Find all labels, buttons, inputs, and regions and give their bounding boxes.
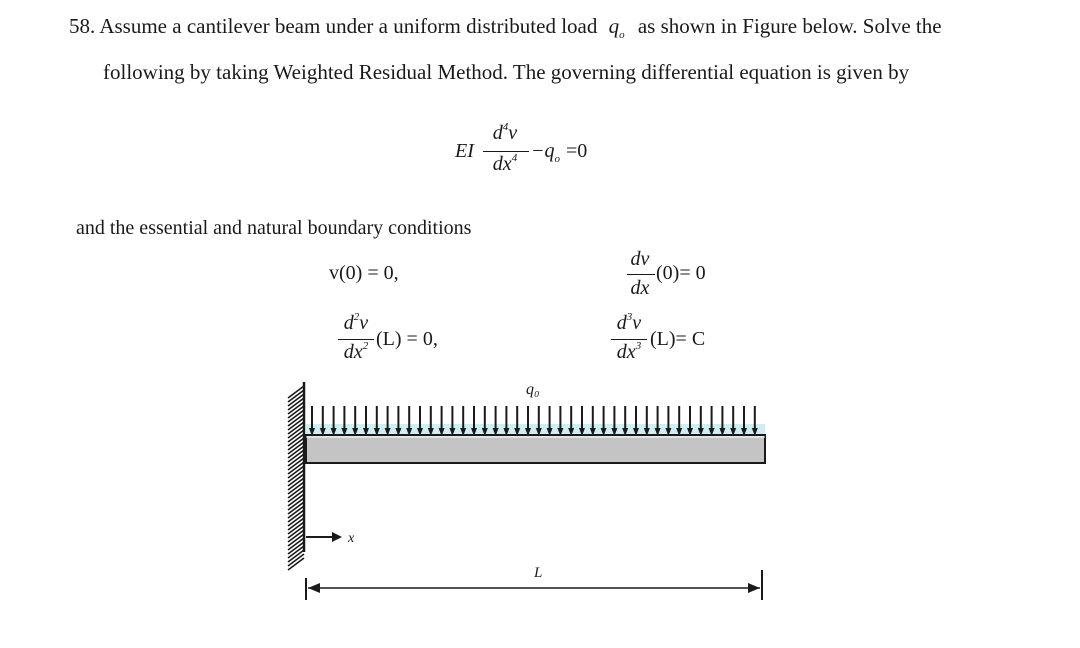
eq-rhs: =0 bbox=[566, 140, 588, 162]
eq-num-exp: 4 bbox=[502, 121, 509, 133]
bc4-den-dx: dx bbox=[616, 341, 636, 363]
problem-line-1-prefix: 58. Assume a cantilever beam under a uniform distributed load bbox=[69, 14, 598, 38]
bc2-rest: (0)= 0 bbox=[656, 262, 706, 284]
load-symbol-q: q bbox=[608, 14, 620, 38]
problem-line-1-suffix: as shown in Figure below. Solve the bbox=[637, 14, 942, 38]
load-label: q₀ bbox=[526, 381, 540, 398]
bc3-num-v: v bbox=[359, 312, 369, 334]
load-symbol-sub: o bbox=[619, 29, 625, 41]
problem-line-2: following by taking Weighted Residual Method. The governing differential equation is given by bbox=[103, 60, 910, 84]
bc3-num-d: d bbox=[343, 312, 354, 334]
x-axis-arrowhead bbox=[332, 532, 342, 542]
bc4-num-d: d bbox=[616, 312, 627, 334]
bc3-den-dx: dx bbox=[343, 341, 363, 363]
bc4-num-v: v bbox=[632, 312, 642, 334]
bc3-num-exp: 2 bbox=[353, 311, 360, 323]
problem-line-3: and the essential and natural boundary conditions bbox=[76, 217, 472, 239]
bc2-denominator: dx bbox=[630, 277, 650, 299]
beam bbox=[306, 435, 765, 463]
eq-q-sub: o bbox=[554, 153, 560, 165]
wall-hatching bbox=[288, 386, 304, 570]
eq-EI: EI bbox=[455, 140, 474, 162]
x-axis-label: x bbox=[348, 531, 355, 546]
bc3-rest: (L) = 0, bbox=[376, 328, 438, 350]
dimension-left-arrow bbox=[308, 583, 320, 593]
bc2-numerator: dv bbox=[630, 248, 650, 270]
bc4-rest: (L)= C bbox=[650, 328, 706, 350]
eq-num-v: v bbox=[508, 122, 518, 144]
eq-minus-q-text: −q bbox=[531, 140, 555, 162]
dimension-right-arrow bbox=[748, 583, 760, 593]
eq-num-d: d bbox=[492, 122, 503, 144]
eq-den-exp: 4 bbox=[511, 152, 518, 164]
bc4-num-exp: 3 bbox=[626, 311, 633, 323]
bc3-den-exp: 2 bbox=[362, 340, 369, 352]
bc-v0: v(0) = 0, bbox=[329, 262, 399, 284]
bc4-den-exp: 3 bbox=[635, 340, 642, 352]
length-label: L bbox=[534, 565, 543, 581]
eq-den-dx: dx bbox=[492, 153, 512, 175]
